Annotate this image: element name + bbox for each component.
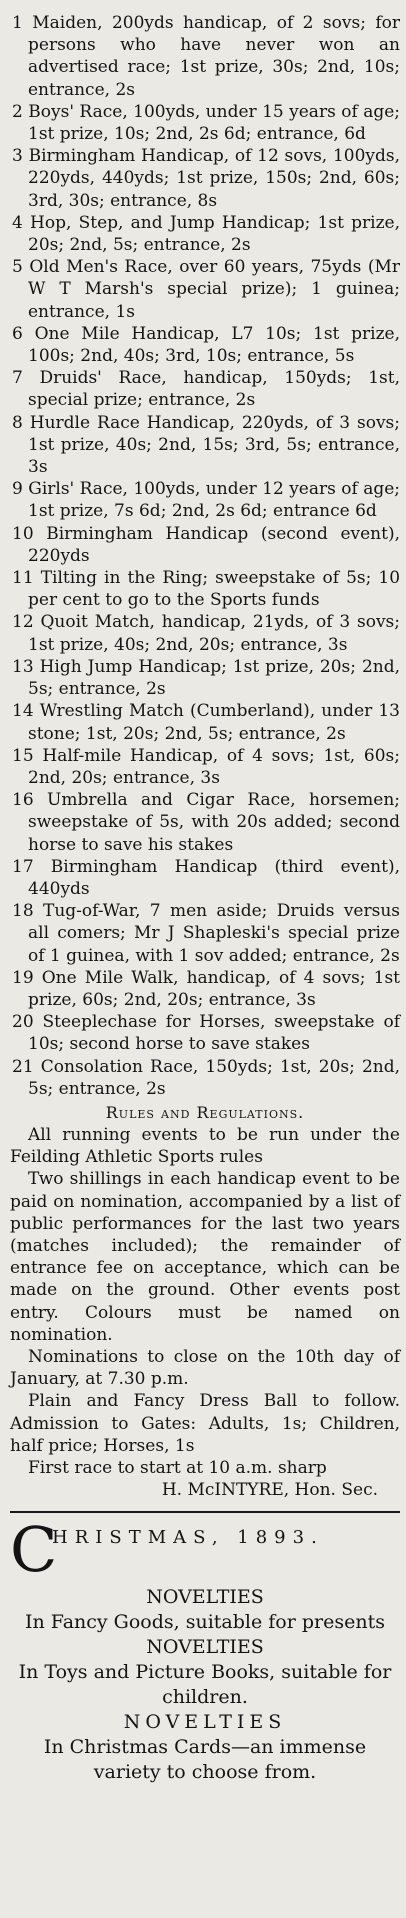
event-number: 4 [12, 212, 23, 233]
event-description: Birmingham Handicap (third event), 440yds [28, 856, 400, 899]
event-number: 3 [12, 146, 23, 167]
event-description: One Mile Handicap, L7 10s; 1st prize, 100s; 2nd, 40s; 3rd, 10s; entrance, 5s [28, 323, 401, 367]
event-number: 15 [12, 745, 34, 766]
event-item [10, 567, 400, 611]
novelties-description: In Fancy Goods, suitable for presents [25, 1611, 385, 1634]
event-number: 5 [12, 257, 23, 278]
section-divider [10, 1511, 400, 1513]
event-number: 19 [12, 967, 34, 988]
event-item [10, 101, 400, 145]
secretary-signature: H. McINTYRE, Hon. Sec. [161, 1480, 378, 1501]
event-description: Wrestling Match (Cumberland), under 13 stone; 1st, 20s; 2nd, 5s; entrance, 2s [28, 701, 400, 744]
event-item [10, 967, 400, 1011]
event-number: 16 [12, 790, 34, 811]
event-description: Birmingham Handicap, of 12 sovs, 100yds, 220yds, 440yds; 1st prize, 150s; 2nd, 60s; 3rd, 30s; entrance, 8s [28, 146, 401, 211]
rules-paragraph: Plain and Fancy Dress Ball to follow. Admission to Gates: Adults, 1s; Children, half price; Horses, 1s [10, 1391, 400, 1456]
novelties-heading: NOVELTIES [146, 1636, 264, 1659]
event-number: 11 [12, 568, 34, 589]
novelties-heading: NOVELTIES [123, 1711, 287, 1734]
event-description: Boys' Race, 100yds, under 15 years of age; 1st prize, 10s; 2nd, 2s 6d; entrance, 6d [28, 101, 400, 145]
event-item [10, 856, 400, 900]
event-item [10, 478, 400, 522]
event-number: 9 [12, 479, 23, 500]
event-description: Half-mile Handicap, of 4 sovs; 1st, 60s; 2nd, 20s; entrance, 3s [28, 745, 400, 788]
event-item [10, 745, 400, 789]
event-item [10, 212, 400, 256]
event-description: Hurdle Race Handicap, 220yds, of 3 sovs; 1st prize, 40s; 2nd, 15s; 3rd, 5s; entrance, 3s [28, 412, 401, 478]
event-item [10, 789, 400, 856]
event-item [10, 1011, 400, 1055]
event-description: Umbrella and Cigar Race, horsemen; sweepstake of 5s, with 20s added; second horse to save his stakes [28, 790, 400, 855]
event-item [10, 900, 400, 967]
event-item [10, 323, 400, 367]
event-description: Consolation Race, 150yds; 1st, 20s; 2nd, 5s; entrance, 2s [28, 1056, 400, 1099]
event-number: 1 [12, 13, 23, 33]
event-item [10, 12, 400, 101]
rules-paragraph: First race to start at 10 a.m. sharp [28, 1458, 327, 1478]
event-number: 10 [12, 523, 34, 544]
event-item [10, 412, 400, 479]
event-number: 8 [12, 412, 23, 433]
christmas-title [10, 1513, 400, 1587]
event-description: One Mile Walk, handicap, of 4 sovs; 1st prize, 60s; 2nd, 20s; entrance, 3s [28, 967, 401, 1010]
event-number: 14 [12, 701, 34, 722]
event-item [10, 656, 400, 700]
event-list [10, 12, 400, 1100]
christmas-title-text: HRISTMAS, 1893. [52, 1527, 324, 1549]
event-number: 6 [12, 323, 23, 344]
rules-heading: Rules and Regulations. [105, 1102, 305, 1122]
event-item [10, 367, 400, 411]
event-description: Hop, Step, and Jump Handicap; 1st prize, 20s; 2nd, 5s; entrance, 2s [28, 212, 400, 256]
event-number: 7 [12, 368, 23, 389]
event-number: 17 [12, 856, 34, 877]
novelties-description: In Christmas Cards—an immense variety to choose from. [43, 1736, 367, 1784]
event-description: Birmingham Handicap (second event), 220yds [28, 523, 400, 566]
event-number: 21 [12, 1056, 34, 1077]
event-description: Old Men's Race, over 60 years, 75yds (Mr W T Marsh's special prize); 1 guinea; entrance, 1s [28, 257, 400, 322]
novelties-description: In Toys and Picture Books, suitable for children. [18, 1661, 392, 1709]
rules-paragraph: Two shillings in each handicap event to be paid on nomination, accompanied by a list of public performances for the last two years (matches included); the remainder of entrance fee on acceptance, which can be made on the ground. Other events post entry. Colours must be named on nomination. [10, 1169, 400, 1345]
event-item [10, 611, 400, 655]
event-description: Tilting in the Ring; sweepstake of 5s; 10 per cent to go to the Sports funds [28, 568, 401, 611]
event-item [10, 700, 400, 744]
event-description: Druids' Race, handicap, 150yds; 1st, special prize; entrance, 2s [28, 368, 401, 411]
event-number: 18 [12, 901, 34, 922]
event-item [10, 1056, 400, 1100]
event-number: 20 [12, 1012, 34, 1033]
rules-paragraph: All running events to be run under the Feilding Athletic Sports rules [10, 1124, 400, 1168]
event-item [10, 523, 400, 567]
event-description: High Jump Handicap; 1st prize, 20s; 2nd, 5s; entrance, 2s [28, 656, 400, 700]
event-description: Steeplechase for Horses, sweepstake of 10s; second horse to save stakes [28, 1012, 400, 1055]
event-description: Maiden, 200yds handicap, of 2 sovs; for persons who have never won an advertised race; 1st prize, 30s; 2nd, 10s; entrance, 2s [28, 13, 400, 100]
event-item [10, 256, 400, 323]
rules-paragraph: Nominations to close on the 10th day of January, at 7.30 p.m. [10, 1346, 400, 1390]
novelties-heading: NOVELTIES [146, 1586, 264, 1609]
drop-cap: C [10, 1513, 58, 1587]
event-item [10, 145, 400, 212]
event-number: 13 [12, 656, 34, 677]
event-number: 2 [12, 101, 23, 122]
event-description: Girls' Race, 100yds, under 12 years of age; 1st prize, 7s 6d; 2nd, 2s 6d; entrance 6d [28, 479, 400, 522]
event-description: Tug-of-War, 7 men aside; Druids versus all comers; Mr J Shapleski's special prize of 1 guinea, with 1 sov added; entrance, 2s [28, 901, 401, 966]
event-description: Quoit Match, handicap, 21yds, of 3 sovs; 1st prize, 40s; 2nd, 20s; entrance, 3s [28, 612, 400, 655]
event-number: 12 [12, 612, 34, 633]
